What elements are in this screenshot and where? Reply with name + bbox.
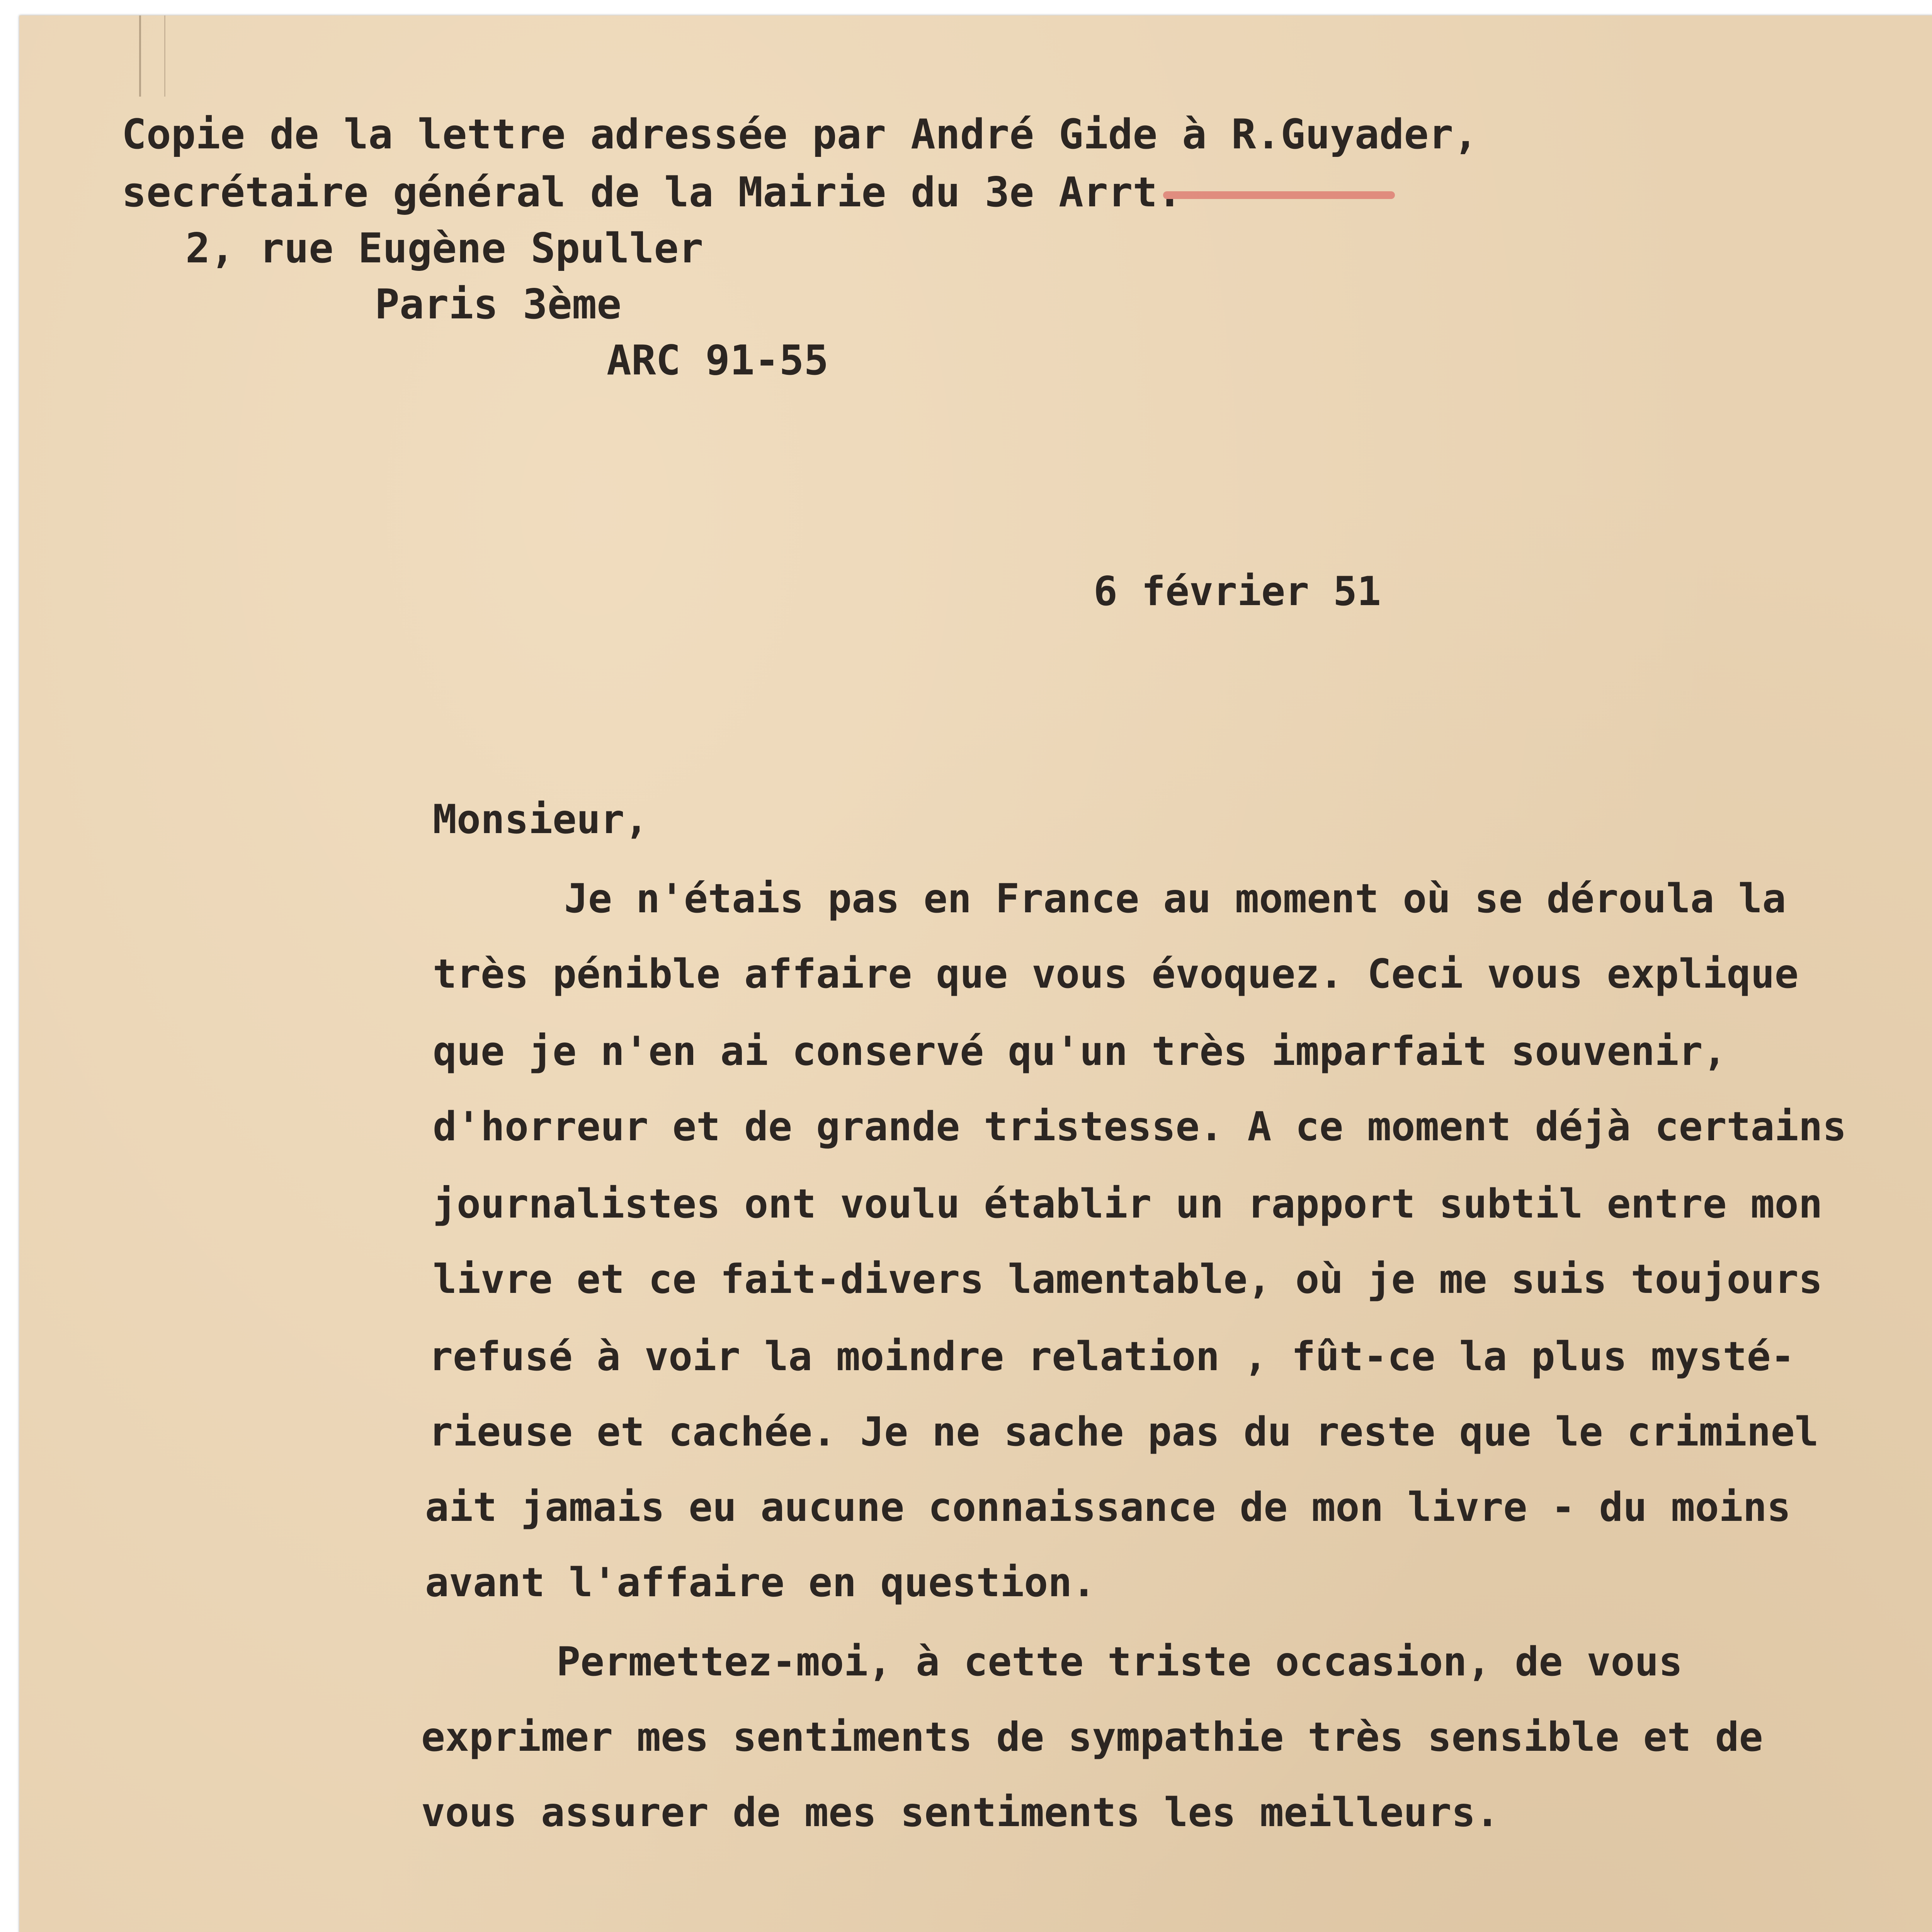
body-line-6: livre et ce fait-divers lamentable, où je me suis toujours [433, 1256, 1823, 1303]
header-address-city: Paris 3ème [375, 281, 622, 328]
letter-page [19, 15, 1932, 1932]
header-address-street: 2, rue Eugène Spuller [185, 224, 704, 272]
body-line-3: que je n'en ai conservé qu'un très imparfait souvenir, [433, 1028, 1727, 1075]
letter-date: 6 février 51 [1094, 568, 1381, 615]
header-line-2: secrétaire général de la Mairie du 3e Arrt. [122, 168, 1182, 216]
body-line-13: vous assurer de mes sentiments les meilleurs. [421, 1789, 1500, 1836]
body-line-2: très pénible affaire que vous évoquez. Ceci vous explique [433, 951, 1799, 997]
body-line-1: Je n'étais pas en France au moment où se déroula la [564, 876, 1786, 922]
body-line-7: refusé à voir la moindre relation , fût-ce la plus mysté- [429, 1333, 1795, 1380]
body-line-12: exprimer mes sentiments de sympathie très sensible et de [421, 1714, 1763, 1760]
binder-crease [139, 15, 165, 97]
body-line-8: rieuse et cachée. Je ne sache pas du reste que le criminel [429, 1409, 1819, 1455]
body-line-11: Permettez-moi, à cette triste occasion, de vous [556, 1639, 1683, 1685]
salutation: Monsieur, [433, 796, 649, 843]
header-reference: ARC 91-55 [607, 337, 829, 384]
body-line-4: d'horreur et de grande tristesse. A ce moment déjà certains [433, 1104, 1847, 1150]
body-line-5: journalistes ont voulu établir un rapport subtil entre mon [433, 1181, 1823, 1227]
body-line-10: avant l'affaire en question. [425, 1560, 1096, 1606]
header-line-1: Copie de la lettre adressée par André Gide à R.Guyader, [122, 111, 1478, 158]
red-underline-mark [1163, 191, 1395, 199]
body-line-9: ait jamais eu aucune connaissance de mon livre - du moins [425, 1484, 1791, 1531]
